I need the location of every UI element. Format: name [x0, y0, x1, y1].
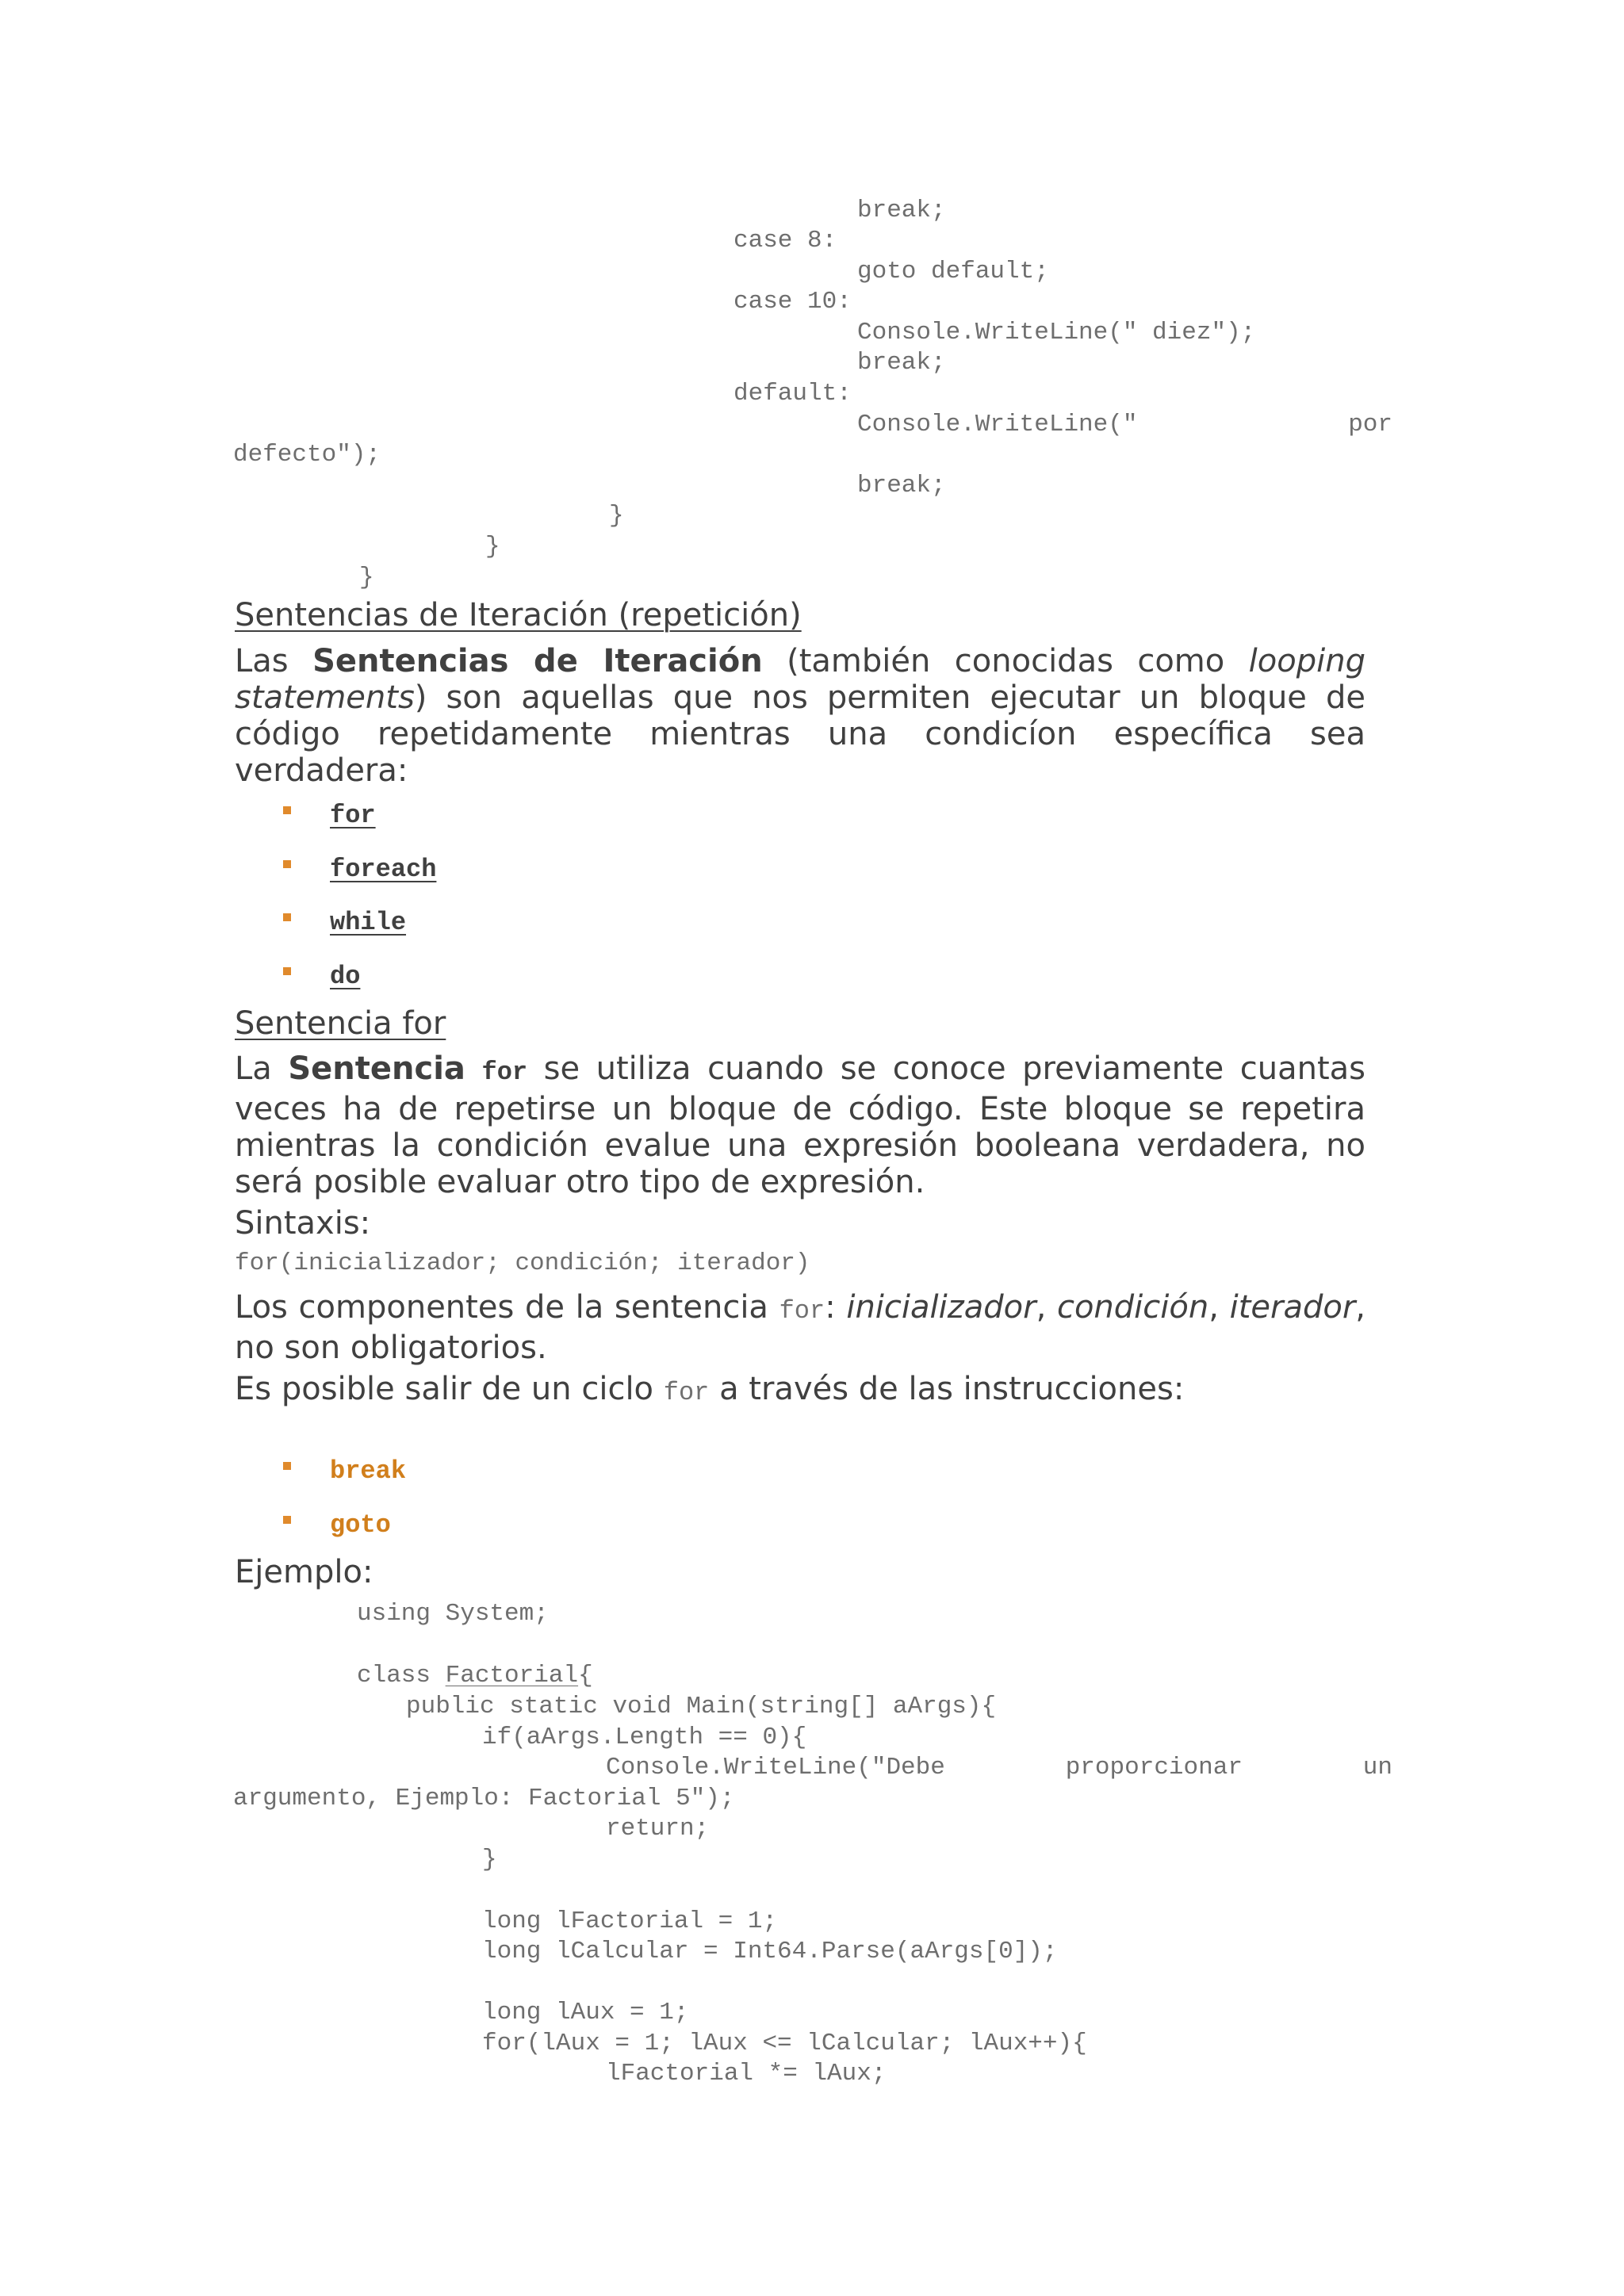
text-span: , no son obligatorios. [235, 1289, 1365, 1366]
paragraph [235, 1050, 1365, 1200]
code-line: break; [857, 349, 946, 377]
code-line: case 10: [733, 288, 852, 316]
text-span: : [825, 1289, 847, 1326]
code-token: un [1362, 1754, 1392, 1781]
code-line [606, 1755, 1392, 1780]
code-line: break; [857, 472, 946, 499]
bold-text: Sentencia [288, 1050, 465, 1087]
code-line: long lAux = 1; [482, 1999, 689, 2026]
paragraph [235, 1289, 1365, 1366]
bullet-icon [283, 967, 291, 975]
italic-text: looping statements [235, 643, 1365, 716]
code-line: if(aArgs.Length == 0){ [482, 1724, 807, 1751]
paragraph [235, 643, 1365, 789]
keyword-goto: goto [330, 1510, 391, 1540]
bullet-icon [283, 1516, 291, 1524]
text-span: se utiliza cuando se conoce previamente cuantas veces ha de repetirse un bloque de código. Este bloque se repetira mientras la condición evalue una expresión booleana verdadera, no será posible evaluar otro tipo de expresión. [235, 1050, 1366, 1200]
text-span: (también conocidas como [762, 643, 1249, 679]
text-span: , [1208, 1289, 1230, 1326]
keyword-link-for[interactable]: for [330, 801, 376, 830]
class-name: Factorial [445, 1662, 579, 1689]
text-span: ) son aquellas que nos permiten ejecutar un bloque de código repetidamente mientras una condicíon específica sea verdadera: [235, 679, 1365, 789]
code-line: long lCalcular = Int64.Parse(aArgs[0]); [482, 1938, 1058, 1965]
section-heading: Sentencias de Iteración (repetición) [235, 597, 802, 633]
text-span: La [235, 1050, 289, 1087]
text-span: Es posible salir de un ciclo [235, 1371, 664, 1407]
code-line: goto default; [857, 258, 1049, 285]
code-token: class [357, 1662, 446, 1689]
text-span: Los componentes de la sentencia [235, 1289, 779, 1326]
code-line: } [485, 533, 500, 561]
italic-text: condición [1056, 1289, 1209, 1326]
code-line [857, 412, 1392, 437]
inline-code: for [663, 1378, 710, 1407]
code-line: argumento, Ejemplo: Factorial 5"); [233, 1785, 735, 1812]
code-token: proporcionar [1065, 1754, 1243, 1781]
inline-code: for [481, 1058, 528, 1087]
ejemplo-label: Ejemplo: [235, 1554, 373, 1590]
code-token: por [1348, 411, 1392, 438]
code-line: public static void Main(string[] aArgs){ [406, 1693, 997, 1720]
code-line: } [482, 1846, 497, 1873]
bullet-icon [283, 860, 291, 868]
code-line: } [359, 564, 374, 591]
section-heading: Sentencia for [235, 1005, 446, 1042]
keyword-break: break [330, 1456, 407, 1486]
code-line: } [609, 502, 624, 530]
code-line: defecto"); [233, 441, 381, 469]
keyword-link-foreach[interactable]: foreach [330, 855, 437, 884]
text-span: , [1036, 1289, 1057, 1326]
code-line: lFactorial *= lAux; [606, 2060, 887, 2087]
bullet-icon [283, 1462, 291, 1470]
keyword-link-while[interactable]: while [330, 908, 407, 937]
text-span: a través de las instrucciones: [709, 1371, 1185, 1407]
sintaxis-label: Sintaxis: [235, 1205, 371, 1242]
bold-text: Sentencias de Iteración [312, 643, 763, 679]
code-line: Console.WriteLine(" diez"); [857, 319, 1256, 346]
italic-text: iterador [1229, 1289, 1356, 1326]
code-token: Console.WriteLine(" [857, 411, 1138, 438]
code-line: case 8: [733, 227, 837, 254]
bullet-icon [283, 806, 291, 814]
text-span: Las [235, 643, 313, 679]
code-line: break; [857, 197, 946, 224]
code-line: return; [606, 1815, 710, 1843]
code-line [357, 1663, 593, 1688]
italic-text: inicializador [846, 1289, 1036, 1326]
code-line: for(lAux = 1; lAux <= lCalcular; lAux++){ [482, 2030, 1087, 2057]
code-line: long lFactorial = 1; [482, 1908, 778, 1935]
keyword-link-do[interactable]: do [330, 962, 361, 991]
bullet-icon [283, 913, 291, 921]
syntax-code: for(inicializador; condición; iterador) [235, 1249, 810, 1277]
inline-code: for [779, 1296, 825, 1326]
paragraph [235, 1373, 1184, 1406]
code-token: Console.WriteLine("Debe [606, 1754, 945, 1781]
code-token: { [578, 1662, 593, 1689]
code-line: using System; [357, 1600, 549, 1628]
code-line: default: [733, 380, 852, 408]
